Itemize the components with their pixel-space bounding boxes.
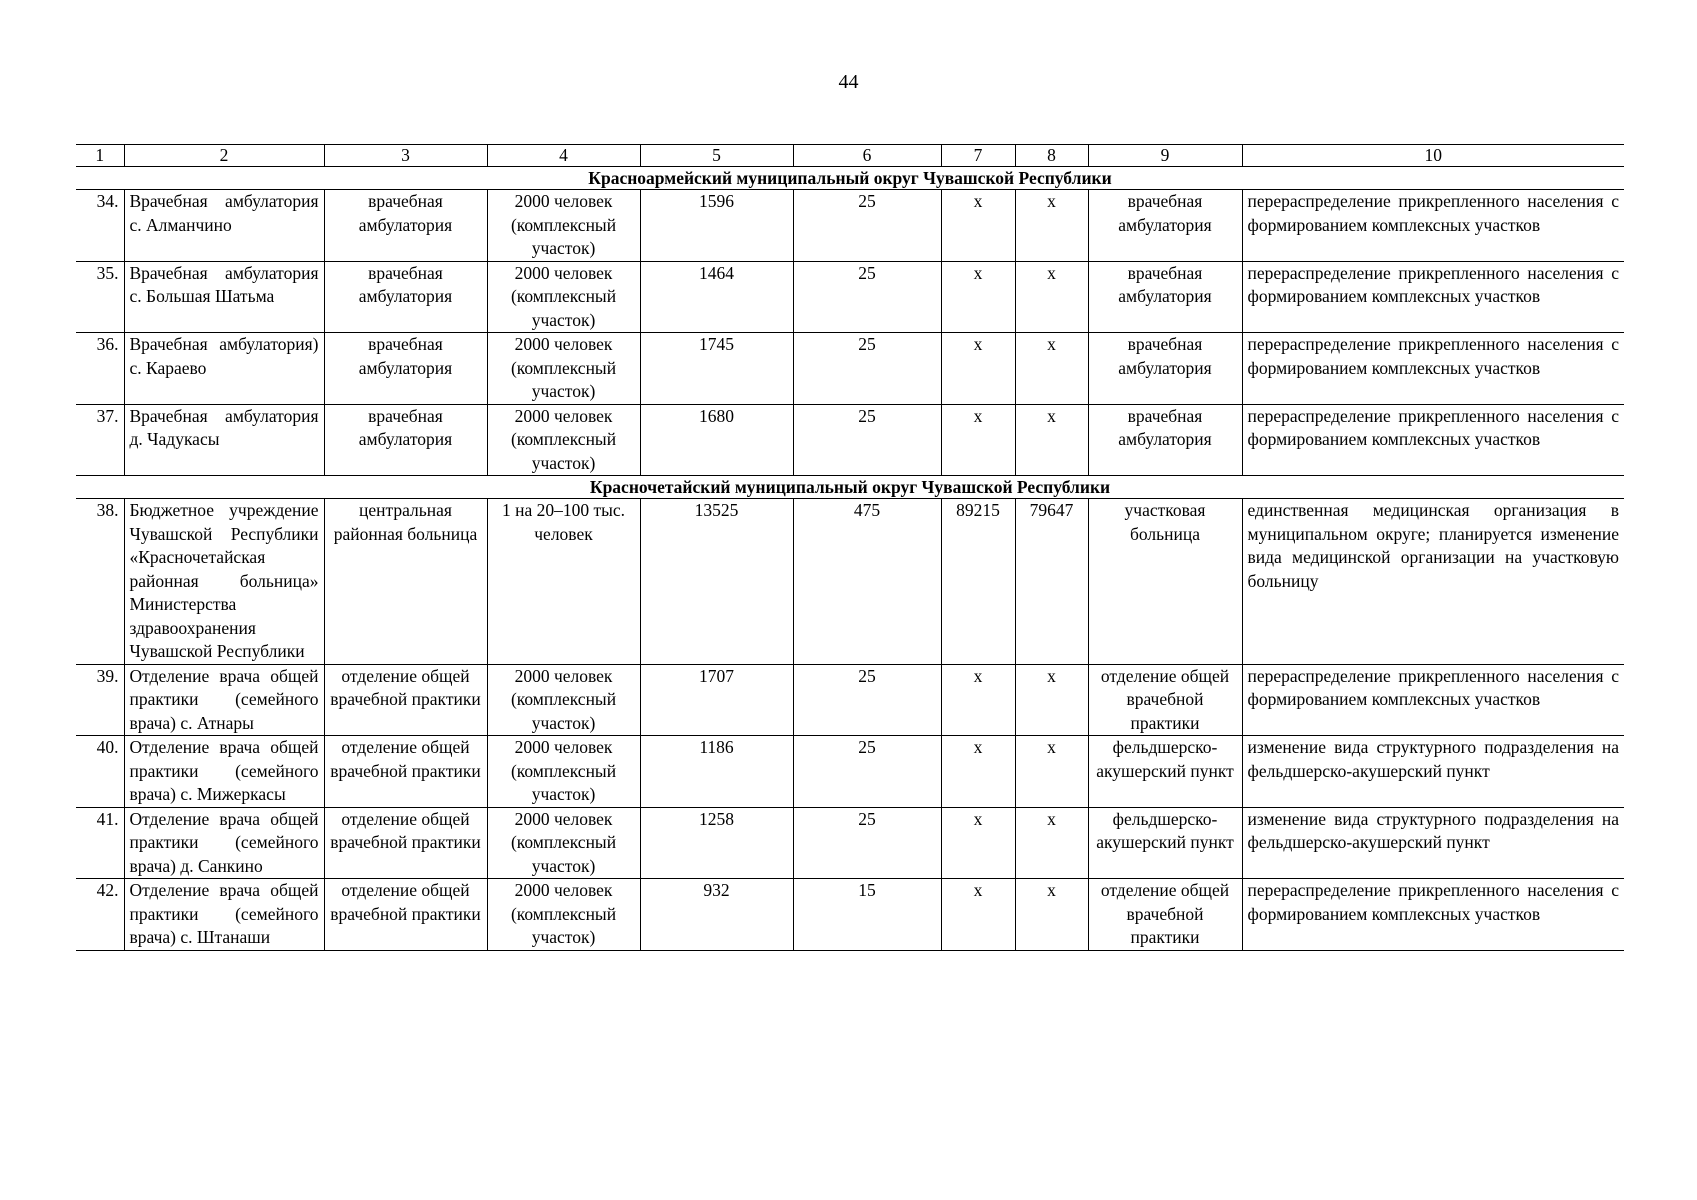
population-norm: 2000 человек (комплексный участок) [487, 879, 640, 951]
distance: 25 [793, 404, 941, 476]
organization-name: Врачебная амбулатория с. Алманчино [124, 190, 324, 262]
column-number-1: 1 [76, 145, 124, 167]
distance: 25 [793, 261, 941, 333]
column-number-5: 5 [640, 145, 793, 167]
distance: 25 [793, 664, 941, 736]
table-row [76, 190, 1624, 262]
attached-population: 1464 [640, 261, 793, 333]
distance: 15 [793, 879, 941, 951]
population-norm: 2000 человек (комплексный участок) [487, 333, 640, 405]
distance: 25 [793, 190, 941, 262]
medical-organizations-table [76, 144, 1624, 951]
distance: 25 [793, 736, 941, 808]
section-title: Красночетайский муниципальный округ Чувашской Республики [76, 476, 1624, 499]
organization-name: Отделение врача общей практики (семейного врача) с. Штанаши [124, 879, 324, 951]
population-norm: 2000 человек (комплексный участок) [487, 736, 640, 808]
column-number-7: 7 [941, 145, 1015, 167]
column-8-value: х [1015, 736, 1088, 808]
column-8-value: х [1015, 190, 1088, 262]
planned-measure: перераспределение прикрепленного населения с формированием комплексных участков [1242, 879, 1624, 951]
table-row [76, 807, 1624, 879]
column-number-10: 10 [1242, 145, 1624, 167]
population-norm: 2000 человек (комплексный участок) [487, 190, 640, 262]
planned-measure: изменение вида структурного подразделения на фельдшерско-акушерский пункт [1242, 807, 1624, 879]
column-8-value: х [1015, 807, 1088, 879]
row-number: 36. [76, 333, 124, 405]
table-row [76, 499, 1624, 665]
planned-measure: перераспределение прикрепленного населения с формированием комплексных участков [1242, 261, 1624, 333]
column-7-value: х [941, 190, 1015, 262]
organization-type: врачебная амбулатория [324, 333, 487, 405]
table-row [76, 879, 1624, 951]
planned-type: отделение общей врачебной практики [1088, 664, 1242, 736]
column-number-4: 4 [487, 145, 640, 167]
attached-population: 1186 [640, 736, 793, 808]
table-row [76, 664, 1624, 736]
row-number: 42. [76, 879, 124, 951]
row-number: 39. [76, 664, 124, 736]
planned-type: отделение общей врачебной практики [1088, 879, 1242, 951]
organization-name: Врачебная амбулатория с. Большая Шатьма [124, 261, 324, 333]
organization-type: отделение общей врачебной практики [324, 664, 487, 736]
planned-type: врачебная амбулатория [1088, 404, 1242, 476]
attached-population: 13525 [640, 499, 793, 665]
row-number: 40. [76, 736, 124, 808]
organization-type: отделение общей врачебной практики [324, 879, 487, 951]
column-7-value: х [941, 879, 1015, 951]
column-number-8: 8 [1015, 145, 1088, 167]
attached-population: 1680 [640, 404, 793, 476]
planned-type: врачебная амбулатория [1088, 190, 1242, 262]
column-number-3: 3 [324, 145, 487, 167]
row-number: 38. [76, 499, 124, 665]
attached-population: 932 [640, 879, 793, 951]
table-row [76, 261, 1624, 333]
planned-measure: перераспределение прикрепленного населения с формированием комплексных участков [1242, 664, 1624, 736]
planned-measure: перераспределение прикрепленного населения с формированием комплексных участков [1242, 404, 1624, 476]
organization-name: Отделение врача общей практики (семейного врача) с. Мижеркасы [124, 736, 324, 808]
organization-type: отделение общей врачебной практики [324, 736, 487, 808]
row-number: 41. [76, 807, 124, 879]
distance: 475 [793, 499, 941, 665]
column-8-value: х [1015, 404, 1088, 476]
table-row [76, 333, 1624, 405]
population-norm: 2000 человек (комплексный участок) [487, 664, 640, 736]
column-8-value: х [1015, 333, 1088, 405]
column-7-value: х [941, 664, 1015, 736]
table-row [76, 736, 1624, 808]
organization-name: Отделение врача общей практики (семейного врача) с. Атнары [124, 664, 324, 736]
organization-type: врачебная амбулатория [324, 190, 487, 262]
organization-name: Отделение врача общей практики (семейного врача) д. Санкино [124, 807, 324, 879]
organization-name: Врачебная амбулатория) с. Караево [124, 333, 324, 405]
column-8-value: х [1015, 664, 1088, 736]
distance: 25 [793, 333, 941, 405]
planned-measure: единственная медицинская организация в муниципальном округе; планируется изменение вида медицинской организации на участковую больницу [1242, 499, 1624, 665]
planned-measure: перераспределение прикрепленного населения с формированием комплексных участков [1242, 333, 1624, 405]
organization-type: врачебная амбулатория [324, 404, 487, 476]
planned-type: участковая больница [1088, 499, 1242, 665]
column-7-value: 89215 [941, 499, 1015, 665]
attached-population: 1596 [640, 190, 793, 262]
population-norm: 2000 человек (комплексный участок) [487, 404, 640, 476]
organization-type: центральная районная больница [324, 499, 487, 665]
population-norm: 2000 человек (комплексный участок) [487, 261, 640, 333]
organization-name: Врачебная амбулатория д. Чадукасы [124, 404, 324, 476]
row-number: 34. [76, 190, 124, 262]
planned-measure: перераспределение прикрепленного населения с формированием комплексных участков [1242, 190, 1624, 262]
column-8-value: х [1015, 879, 1088, 951]
planned-type: фельдшерско-акушерский пункт [1088, 807, 1242, 879]
attached-population: 1258 [640, 807, 793, 879]
column-8-value: х [1015, 261, 1088, 333]
header-row [76, 145, 1624, 167]
organization-type: врачебная амбулатория [324, 261, 487, 333]
section-title: Красноармейский муниципальный округ Чувашской Республики [76, 167, 1624, 190]
planned-type: фельдшерско-акушерский пункт [1088, 736, 1242, 808]
column-number-2: 2 [124, 145, 324, 167]
column-7-value: х [941, 807, 1015, 879]
column-number-9: 9 [1088, 145, 1242, 167]
column-number-6: 6 [793, 145, 941, 167]
row-number: 35. [76, 261, 124, 333]
attached-population: 1707 [640, 664, 793, 736]
distance: 25 [793, 807, 941, 879]
row-number: 37. [76, 404, 124, 476]
organization-name: Бюджетное учреждение Чувашской Республики «Красночетайская районная больница» Министерства здравоохранения Чувашской Республики [124, 499, 324, 665]
population-norm: 2000 человек (комплексный участок) [487, 807, 640, 879]
table-row [76, 404, 1624, 476]
planned-measure: изменение вида структурного подразделения на фельдшерско-акушерский пункт [1242, 736, 1624, 808]
column-7-value: х [941, 261, 1015, 333]
column-7-value: х [941, 333, 1015, 405]
planned-type: врачебная амбулатория [1088, 333, 1242, 405]
section-row [76, 167, 1624, 190]
section-row [76, 476, 1624, 499]
column-7-value: х [941, 404, 1015, 476]
column-8-value: 79647 [1015, 499, 1088, 665]
column-7-value: х [941, 736, 1015, 808]
attached-population: 1745 [640, 333, 793, 405]
page-number: 44 [838, 71, 859, 93]
organization-type: отделение общей врачебной практики [324, 807, 487, 879]
population-norm: 1 на 20–100 тыс. человек [487, 499, 640, 665]
planned-type: врачебная амбулатория [1088, 261, 1242, 333]
